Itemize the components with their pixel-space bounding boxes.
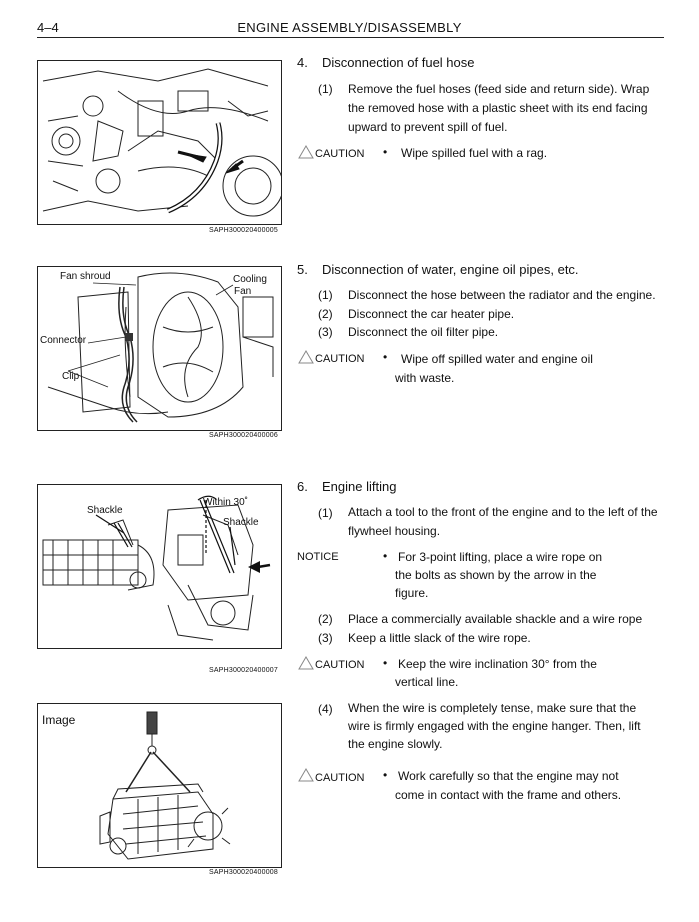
page-number: 4–4 bbox=[37, 20, 59, 35]
caution-label: CAUTION bbox=[315, 353, 365, 365]
step-line: the engine slowly. bbox=[348, 737, 443, 751]
bullet: • bbox=[383, 350, 388, 364]
label-within-30: Within 30˚ bbox=[203, 497, 249, 508]
caution-label: CAUTION bbox=[315, 659, 365, 671]
step-number: (1) bbox=[318, 288, 333, 302]
figure-code: SAPH300020400008 bbox=[209, 869, 278, 876]
section-number: 6. bbox=[297, 479, 308, 494]
caution-text: with waste. bbox=[395, 371, 455, 385]
caution-label: CAUTION bbox=[315, 772, 365, 784]
step-number: (1) bbox=[318, 82, 333, 96]
caution-triangle-icon bbox=[298, 656, 314, 670]
label-cooling: Cooling bbox=[233, 274, 267, 285]
engine-shackle-illustration bbox=[38, 485, 281, 648]
section-number: 5. bbox=[297, 262, 308, 277]
step-number: (3) bbox=[318, 325, 333, 339]
bullet: • bbox=[383, 768, 388, 782]
notice-text: figure. bbox=[395, 586, 429, 600]
section-title: Disconnection of water, engine oil pipes, etc. bbox=[322, 262, 579, 277]
label-fan: Fan bbox=[234, 286, 252, 297]
figure-engine-shackle bbox=[37, 484, 282, 649]
page-title: ENGINE ASSEMBLY/DISASSEMBLY bbox=[237, 20, 462, 35]
engine-lift-illustration bbox=[38, 704, 281, 867]
label-image: Image bbox=[42, 713, 76, 727]
figure-code: SAPH300020400006 bbox=[209, 432, 278, 439]
caution-text: come in contact with the frame and others. bbox=[395, 788, 622, 802]
bullet: • bbox=[383, 656, 388, 670]
caution-text: Work carefully so that the engine may not bbox=[398, 769, 619, 783]
caution-text: Keep the wire inclination 30° from the bbox=[398, 657, 597, 671]
step-line: Remove the fuel hoses (feed side and return side). Wrap bbox=[348, 82, 650, 96]
figure-code: SAPH300020400007 bbox=[209, 667, 278, 674]
notice-text: the bolts as shown by the arrow in the bbox=[395, 568, 597, 582]
step-number: (1) bbox=[318, 506, 333, 520]
step-line: When the wire is completely tense, make sure that the bbox=[348, 701, 637, 715]
bullet: • bbox=[383, 549, 388, 563]
figure-engine-lift bbox=[37, 703, 282, 868]
caution-triangle-icon bbox=[298, 768, 314, 782]
step-text: Keep a little slack of the wire rope. bbox=[348, 631, 531, 645]
notice-label: NOTICE bbox=[297, 551, 339, 563]
figure-code: SAPH300020400005 bbox=[209, 227, 278, 234]
section-number: 4. bbox=[297, 55, 308, 70]
fuel-hose-illustration bbox=[38, 61, 281, 224]
step-text: Disconnect the car heater pipe. bbox=[348, 307, 515, 321]
step-text: Place a commercially available shackle and a wire rope bbox=[348, 612, 643, 626]
step-line: flywheel housing. bbox=[348, 524, 441, 538]
step-line: upward to prevent spill of fuel. bbox=[348, 120, 508, 134]
caution-triangle-icon bbox=[298, 145, 314, 159]
step-number: (2) bbox=[318, 612, 333, 626]
caution-text: Wipe off spilled water and engine oil bbox=[401, 352, 593, 366]
caution-text: vertical line. bbox=[395, 675, 459, 689]
figure-fuel-hose bbox=[37, 60, 282, 225]
section-title: Engine lifting bbox=[322, 479, 397, 494]
label-connector: Connector bbox=[40, 335, 87, 346]
label-clip: Clip bbox=[62, 371, 80, 382]
step-line: the removed hose with a plastic sheet with its end facing bbox=[348, 101, 648, 115]
bullet: • bbox=[383, 145, 388, 159]
caution-text: Wipe spilled fuel with a rag. bbox=[401, 146, 548, 160]
step-line: Attach a tool to the front of the engine and to the left of the bbox=[348, 505, 658, 519]
notice-text: For 3-point lifting, place a wire rope on bbox=[398, 550, 603, 564]
header-rule bbox=[37, 37, 664, 38]
step-number: (3) bbox=[318, 631, 333, 645]
caution-label: CAUTION bbox=[315, 148, 365, 160]
step-text: Disconnect the hose between the radiator and the engine. bbox=[348, 288, 656, 302]
step-number: (2) bbox=[318, 307, 333, 321]
step-text: Disconnect the oil filter pipe. bbox=[348, 325, 499, 339]
label-fan-shroud: Fan shroud bbox=[60, 271, 111, 282]
caution-triangle-icon bbox=[298, 350, 314, 364]
label-shackle: Shackle bbox=[87, 505, 123, 516]
label-shackle: Shackle bbox=[223, 517, 259, 528]
step-number: (4) bbox=[318, 702, 333, 716]
step-line: wire is firmly engaged with the engine hanger. Then, lift bbox=[348, 719, 641, 733]
section-title: Disconnection of fuel hose bbox=[322, 55, 475, 70]
